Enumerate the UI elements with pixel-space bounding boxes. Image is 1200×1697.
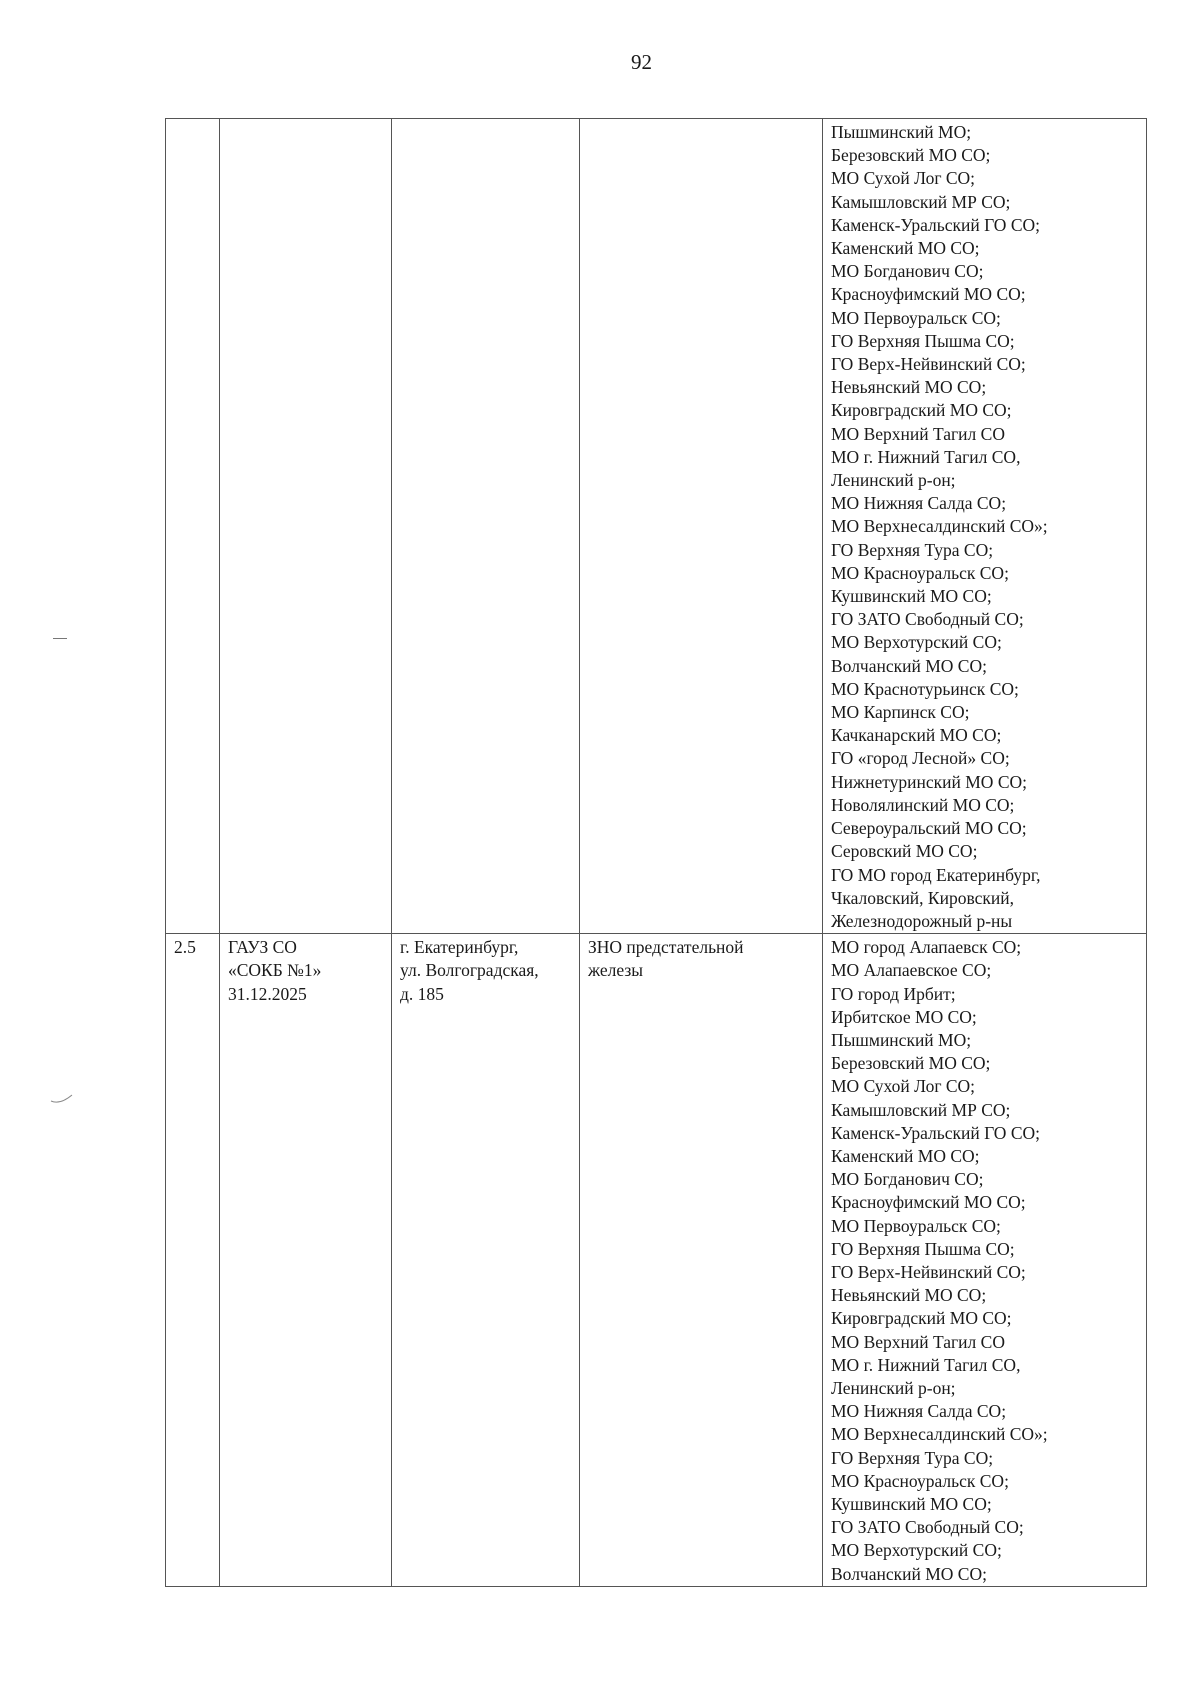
cell-text-line: МО Верхнесалдинский СО»; [831,516,1048,537]
cell-text-line: Кировградский МО СО; [831,400,1012,421]
cell-text-line: Волчанский МО СО; [831,1563,987,1584]
cell-text-line: МО Алапаевское СО; [831,960,992,981]
cell-text-line: ЗНО предстательной [588,937,744,958]
table-row [166,119,1147,934]
cell-text-line: МО Верхнесалдинский СО»; [831,1424,1048,1445]
diagnosis-cell [580,934,823,1587]
address-cell [392,934,580,1587]
diagnosis-cell [580,119,823,934]
cell-text-line: Новолялинский МО СО; [831,794,1015,815]
cell-text-line: Кушвинский МО СО; [831,586,992,607]
cell-text-line: ГО Верхняя Тура СО; [831,1447,994,1468]
cell-text-line: Камышловский МР СО; [831,1099,1011,1120]
cell-text-line: Кировградский МО СО; [831,1308,1012,1329]
cell-text-line: Березовский МО СО; [831,145,991,166]
cell-text-line: МО Красноуральск СО; [831,1470,1009,1491]
referral-table [165,118,1147,1587]
cell-text-line: МО Сухой Лог СО; [831,1076,976,1097]
cell-text-line: МО Первоуральск СО; [831,1215,1001,1236]
cell-text-line: Пышминский МО; [831,1029,972,1050]
cell-text-line: «СОКБ №1» [228,960,322,981]
cell-text: 2.5 [174,937,196,958]
cell-text-line: Ирбитское МО СО; [831,1006,977,1027]
cell-text-line: ГО «город Лесной» СО; [831,748,1010,769]
cell-text-line: МО Красноуральск СО; [831,562,1009,583]
cell-text-line: Нижнетуринский МО СО; [831,771,1027,792]
cell-text-line: Красноуфимский МО СО; [831,284,1026,305]
cell-text-line: Волчанский МО СО; [831,655,987,676]
cell-text-line: Каменск-Уральский ГО СО; [831,214,1040,235]
cell-text-line: ГО Верх-Нейвинский СО; [831,1261,1026,1282]
cell-text-line: ГО Верхняя Пышма СО; [831,1238,1015,1259]
cell-text-line: Пышминский МО; [831,122,972,142]
cell-text-line: Березовский МО СО; [831,1053,991,1074]
territories-cell [823,119,1147,934]
cell-text-line: МО Богданович СО; [831,261,984,282]
cell-text-line: ГО ЗАТО Свободный СО; [831,1517,1024,1538]
cell-text-line: железы [588,960,644,981]
cell-text-line: ГАУЗ СО [228,937,297,958]
cell-text-line: Железнодорожный р-ны [831,910,1013,931]
cell-text-line: МО Верхний Тагил СО [831,1331,1005,1352]
cell-text-line: Камышловский МР СО; [831,191,1011,212]
cell-text-line: Красноуфимский МО СО; [831,1192,1026,1213]
cell-text-line: ГО Верхняя Тура СО; [831,539,994,560]
cell-text-line: ГО МО город Екатеринбург, [831,864,1041,885]
cell-text-line: 31.12.2025 [228,983,307,1004]
cell-text-line: г. Екатеринбург, [400,937,519,958]
cell-text-line: МО Сухой Лог СО; [831,168,976,189]
cell-text-line: МО Верхотурский СО; [831,1540,1002,1561]
cell-text-line: ГО Верх-Нейвинский СО; [831,354,1026,375]
cell-text-line: Североуральский МО СО; [831,818,1027,839]
cell-text-line: Каменск-Уральский ГО СО; [831,1122,1040,1143]
cell-text-line: ГО город Ирбит; [831,983,956,1004]
cell-text-line: Качканарский МО СО; [831,725,1002,746]
cell-text-line: Каменский МО СО; [831,238,980,259]
cell-text-line: МО Карпинск СО; [831,702,970,723]
address-cell [392,119,580,934]
cell-text-line: Кушвинский МО СО; [831,1493,992,1514]
cell-text-line: МО г. Нижний Тагил СО, [831,446,1021,467]
scan-artifact-mark [53,638,67,639]
cell-text-line: МО Богданович СО; [831,1169,984,1190]
territories-cell [823,934,1147,1587]
table-row [166,934,1147,1587]
cell-text-line: ГО ЗАТО Свободный СО; [831,609,1024,630]
cell-text-line: д. 185 [400,983,444,1004]
cell-text-line: ГО Верхняя Пышма СО; [831,330,1015,351]
row-number-cell [166,119,220,934]
cell-text-line: МО Нижняя Салда СО; [831,1401,1007,1422]
cell-text-line: ул. Волгоградская, [400,960,539,981]
cell-text-line: МО Краснотурьинск СО; [831,678,1019,699]
cell-text-line: Невьянский МО СО; [831,1285,987,1306]
cell-text-line: МО Первоуральск СО; [831,307,1001,328]
cell-text-line: МО г. Нижний Тагил СО, [831,1354,1021,1375]
page-number: 92 [631,50,652,74]
cell-text-line: Невьянский МО СО; [831,377,987,398]
cell-text-line: Серовский МО СО; [831,841,978,862]
cell-text-line: Чкаловский, Кировский, [831,887,1014,908]
cell-text-line: МО Верхотурский СО; [831,632,1002,653]
row-number-cell [166,934,220,1587]
cell-text-line: МО Нижняя Салда СО; [831,493,1007,514]
cell-text-line: Ленинский р-он; [831,1377,956,1398]
cell-text-line: Ленинский р-он; [831,470,956,491]
cell-text-line: МО город Алапаевск СО; [831,937,1022,958]
cell-text-line: МО Верхний Тагил СО [831,423,1005,444]
organization-cell [220,119,392,934]
scan-artifact-curve [50,1093,74,1105]
organization-cell [220,934,392,1587]
cell-text-line: Каменский МО СО; [831,1145,980,1166]
